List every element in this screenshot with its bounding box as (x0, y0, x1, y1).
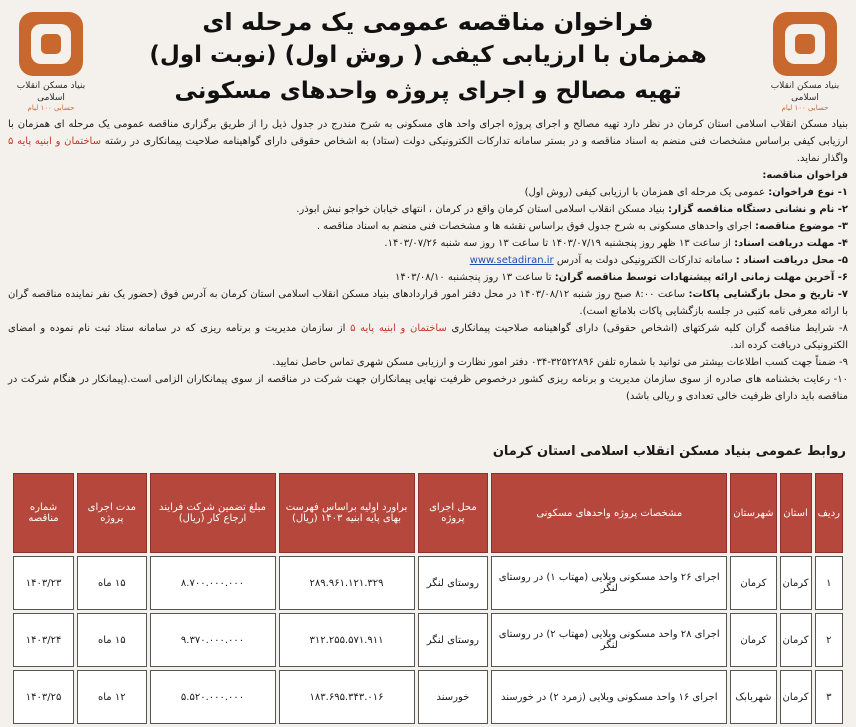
item-8: ۸- شرایط مناقصه گران کلیه شرکتهای (اشخاص حقوقی) دارای گواهینامه صلاحیت پیمانکاری ساختمان و ابنیه پایه ۵ از سازمان مدیریت و برنامه ریزی که در سامانه ستاد ثبت نام نموده و امضای الکترونیکی دریافت کرده اند. (8, 323, 848, 351)
tender-table (10, 470, 846, 727)
table-cell: ۲ (815, 613, 843, 667)
table-cell: ۵.۵۲۰.۰۰۰.۰۰۰ (150, 670, 276, 724)
title-line-3: تهیه مصالح و اجرای پروژه واحدهای مسکونی (174, 78, 682, 104)
item-4: ۴- مهلت دریافت اسناد: از ساعت ۱۳ ظهر روز پنجشنبه ۱۴۰۳/۰۷/۱۹ تا ساعت ۱۳ روز سه شنبه ۱۴۰۳/۰۷/۲۶. (384, 238, 848, 249)
table-cell: ۹.۳۷۰.۰۰۰.۰۰۰ (150, 613, 276, 667)
item-6: ۶- آخرین مهلت زمانی ارائه پیشنهادات توسط مناقصه گران: تا ساعت ۱۳ روز پنجشنبه ۱۴۰۳/۰۸/۱۰ (395, 272, 848, 283)
table-row (13, 670, 843, 724)
table-cell: اجرای ۱۶ واحد مسکونی ویلایی (زمرد ۲) در خورسند (491, 670, 727, 724)
foundation-logo-icon (773, 12, 837, 76)
table-cell: اجرای ۲۸ واحد مسکونی ویلایی (مهتاب ۲) در روستای لنگر (491, 613, 727, 667)
table-cell: ۱ (815, 556, 843, 610)
table-cell: خورسند (418, 670, 489, 724)
table-cell: روستای لنگر (418, 613, 489, 667)
item-10: ۱۰- رعایت بخشنامه های صادره از سوی سازمان مدیریت و برنامه ریزی کشور درخصوص ظرفیت نهایی پیمانکاران جهت شرکت در مناقصه از سوی پیمانکاران الزامی است.(پیمانکار در هنگام شرکت در مناقصه باید دارای ظرفیت خالی تعدادی و ریالی باشد) (8, 374, 848, 402)
table-cell: روستای لنگر (418, 556, 489, 610)
table-cell: ۱۴۰۳/۲۴ (13, 613, 74, 667)
item-5: ۵- محل دریافت اسناد : سامانه تدارکات الکترونیکی دولت به آدرس www.setadiran.ir (469, 255, 848, 266)
table-cell: ۱۵ ماه (77, 613, 146, 667)
table-cell: کرمان (780, 613, 812, 667)
col-header: مبلغ تضمین شرکت فرایند ارجاع کار (ریال) (150, 473, 276, 553)
table-row (13, 613, 843, 667)
col-header: شماره مناقصه (13, 473, 74, 553)
title-line-2: همزمان با ارزیابی کیفی ( روش اول) (نوبت اول) (149, 42, 707, 68)
col-header: ردیف (815, 473, 843, 553)
table-cell: ۱۵ ماه (77, 556, 146, 610)
table-cell: ۲۸۹.۹۶۱.۱۲۱.۳۲۹ (279, 556, 415, 610)
table-cell: کرمان (730, 556, 776, 610)
item-1: ۱- نوع فراخوان: عمومی یک مرحله ای همزمان با ارزیابی کیفی (روش اول) (524, 187, 848, 198)
table-title: روابط عمومی بنیاد مسکن انقلاب اسلامی استان کرمان (492, 444, 846, 459)
col-header: مشخصات پروژه واحدهای مسکونی (491, 473, 727, 553)
table-header-row (13, 473, 843, 553)
table-row (13, 556, 843, 610)
item-7: ۷- تاریخ و محل بازگشایی پاکات: ساعت ۸:۰۰ صبح روز شنبه ۱۴۰۳/۰۸/۱۲ در محل دفتر امور قراردادهای بنیاد مسکن انقلاب اسلامی استان کرمان به آدرس فوق (حضور یک نفر نماینده مناقصه گران با ارائه معرفی نامه کتبی در جلسه بازگشایی پاکات بلامانع است). (8, 289, 848, 317)
item-3: ۳- موضوع مناقصه: اجرای واحدهای مسکونی به شرح جدول فوق براساس نقشه ها و مشخصات فنی منضم به اسناد مناقصه . (316, 221, 848, 232)
col-header: محل اجرای پروژه (418, 473, 489, 553)
table-cell: ۱۲ ماه (77, 670, 146, 724)
table-cell: شهربابک (730, 670, 776, 724)
setad-link[interactable]: www.setadiran.ir (469, 255, 554, 266)
col-header: استان (780, 473, 812, 553)
col-header: شهرستان (730, 473, 776, 553)
item-2: ۲- نام و نشانی دستگاه مناقصه گزار: بنیاد مسکن انقلاب اسلامی استان کرمان واقع در کرمان ، انتهای خیابان خواجو نبش ابوذر. (296, 204, 848, 215)
table-cell: کرمان (780, 556, 812, 610)
intro-paragraph: بنیاد مسکن انقلاب اسلامی استان کرمان در نظر دارد تهیه مصالح و اجرای پروژه اجرای واحد های مسکونی به شرح مندرج در جدول ذیل را از طریق برگزاری مناقصه عمومی یک مرحله ای همزمان با ارزیابی کیفی براساس مشخصات فنی منضم به اسناد مناقصه و در بستر سامانه تدارکات الکترونیکی دولت (ستاد) به اشخاص حقوقی دارای گواهینامه صلاحیت پیمانکاری در رشته ساختمان و ابنیه پایه ۵ واگذار نماید. (8, 119, 848, 164)
col-header: براورد اولیه براساس فهرست بهای پایه ابنیه ۱۴۰۳ (ریال) (279, 473, 415, 553)
col-header: مدت اجرای پروژه (77, 473, 146, 553)
table-cell: کرمان (780, 670, 812, 724)
items-heading: فراخوان مناقصه: (762, 170, 848, 181)
announcement-body (8, 116, 848, 405)
table-cell: ۱۸۳.۶۹۵.۳۴۳.۰۱۶ (279, 670, 415, 724)
item-9: ۹- ضمناً جهت کسب اطلاعات بیشتر می توانید با شماره تلفن ۳۲۵۲۲۸۹۶-۰۳۴ دفتر امور نظارت و ارزیابی مسکن شهری تماس حاصل نمایید. (272, 357, 848, 368)
table-cell: اجرای ۲۶ واحد مسکونی ویلایی (مهتاب ۱) در روستای لنگر (491, 556, 727, 610)
table-cell: ۱۴۰۳/۲۳ (13, 556, 74, 610)
table-cell: ۸.۷۰۰.۰۰۰.۰۰۰ (150, 556, 276, 610)
table-cell: ۳ (815, 670, 843, 724)
table-cell: ۱۴۰۳/۲۵ (13, 670, 74, 724)
title-line-1: فراخوان مناقصه عمومی یک مرحله ای (202, 8, 654, 36)
table-cell: ۳۱۲.۲۵۵.۵۷۱.۹۱۱ (279, 613, 415, 667)
foundation-logo-icon (19, 12, 83, 76)
logo-right: بنیاد مسکن انقلاب اسلامی حسابی ۱۰۰ لیام (766, 12, 844, 117)
table-cell: کرمان (730, 613, 776, 667)
logo-left: بنیاد مسکن انقلاب اسلامی حسابی ۱۰۰ لیام (12, 12, 90, 117)
